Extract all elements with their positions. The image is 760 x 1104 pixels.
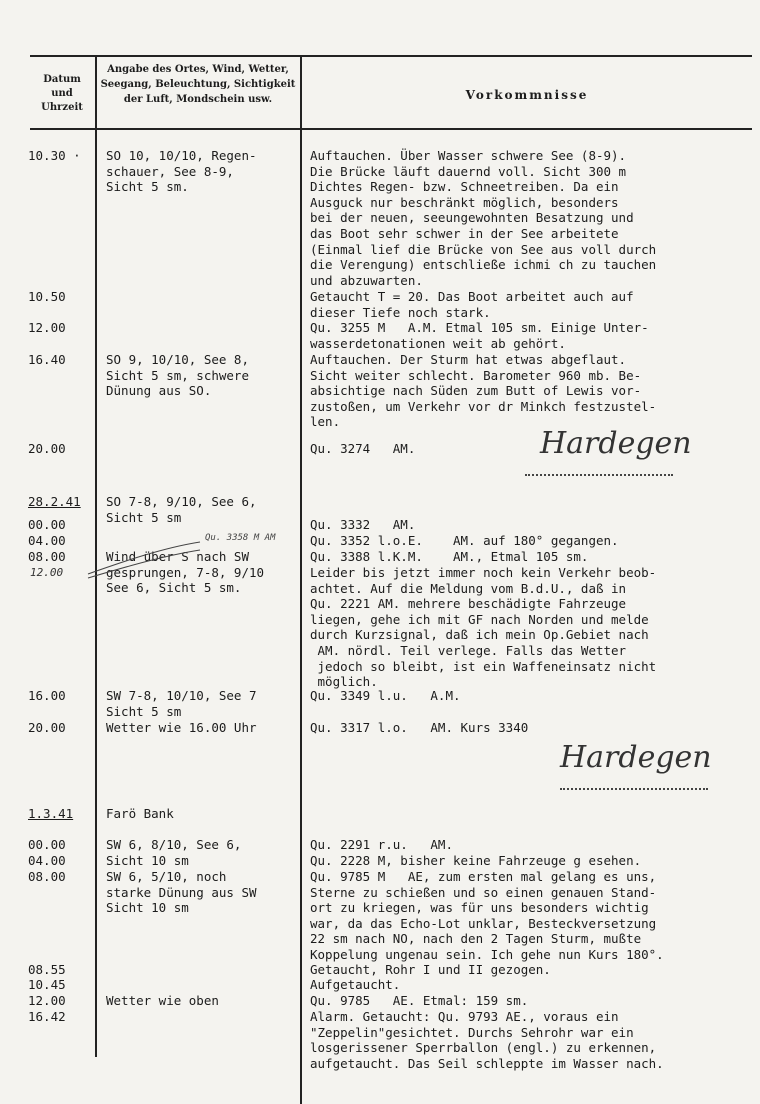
entry-event: Leider bis jetzt immer noch kein Verkehr beob- achtet. Auf die Meldung vom B.d.U., daß in Qu. 2221 AM. mehrere beschädigte Fahrzeuge liegen, gehe ich mit GF nach Norden und melde durch Kurzsignal, daß ich mein Op.Gebiet nach AM. nördl. Teil verlege. Falls das Wetter jedoch so bleibt, ist ein Waffeneinsatz nicht möglich.	[310, 565, 657, 690]
entry-time: 16.00	[28, 688, 66, 703]
entry-time: 10.50	[28, 289, 66, 304]
handwritten-time: 12.00	[30, 566, 64, 579]
entry-time: 12.00	[28, 320, 66, 335]
entry-time: 08.00	[28, 549, 66, 564]
entry-weather: Wetter wie oben	[106, 993, 219, 1008]
entry-time: 04.00	[28, 533, 66, 548]
entry-event: Qu. 3332 AM.	[310, 517, 416, 532]
entry-time: 00.00	[28, 517, 66, 532]
entry-event: Alarm. Getaucht: Qu. 9793 AE., voraus ein "Zeppelin"gesichtet. Durchs Sehrohr war ein losgerissener Sperrballon (engl.) zu erkennen, aufgetaucht. Das Seil schleppte im Wasser nach.	[310, 1009, 664, 1071]
entry-event: Qu. 9785 M AE, zum ersten mal gelang es uns, Sterne zu schießen und so einen genauen Stand- ort zu kriegen, was für uns besonders wichtig war, da das Echo-Lot unklar, Besteckversetzung 22 sm nach NO, nach den 2 Tagen Sturm, mußte Koppelung ungenau sein. Ich gehe nun Kurs 180°.	[310, 869, 664, 962]
signature: Hardegen	[560, 740, 712, 775]
header-place-weather: Angabe des Ortes, Wind, Wetter, Seegang, Beleuchtung, Sichtigkeit der Luft, Mondschein usw.	[100, 64, 296, 105]
entry-weather: Wind über S nach SW gesprungen, 7-8, 9/10 See 6, Sicht 5 sm.	[106, 549, 265, 596]
signature: Hardegen	[540, 426, 692, 461]
entry-event: Getaucht, Rohr I und II gezogen.	[310, 962, 551, 977]
day-date: 1.3.41	[28, 806, 74, 821]
entry-weather: SW 6, 5/10, noch starke Dünung aus SW Sicht 10 sm	[106, 869, 257, 916]
entry-weather: Wetter wie 16.00 Uhr	[106, 720, 257, 735]
pencil-arrow-icon	[82, 540, 202, 580]
entry-weather: SW 7-8, 10/10, See 7 Sicht 5 sm	[106, 688, 257, 719]
column-divider-place	[300, 57, 302, 1104]
entry-event: Qu. 3274 AM.	[310, 441, 416, 456]
entry-event: Qu. 9785 AE. Etmal: 159 sm.	[310, 993, 529, 1008]
entry-event: Aufgetaucht.	[310, 977, 401, 992]
entry-time: 10.30 ·	[28, 148, 81, 163]
entry-event: Qu. 3255 M A.M. Etmal 105 sm. Einige Unter- wasserdetonationen weit ab gehört.	[310, 320, 649, 351]
signature-line	[525, 474, 673, 476]
entry-weather: SW 6, 8/10, See 6,	[106, 837, 242, 852]
entry-weather: Sicht 10 sm	[106, 853, 189, 868]
handwritten-note: Qu. 3358 M AM	[205, 533, 276, 543]
entry-event: Qu. 3349 l.u. A.M.	[310, 688, 461, 703]
entry-event: Qu. 2291 r.u. AM.	[310, 837, 453, 852]
top-rule	[30, 55, 752, 57]
entry-time: 20.00	[28, 441, 66, 456]
entry-weather: SO 9, 10/10, See 8, Sicht 5 sm, schwere Dünung aus SO.	[106, 352, 249, 399]
day-date: 28.2.41	[28, 494, 81, 509]
header-events: Vorkommnisse	[465, 88, 589, 102]
entry-time: 00.00	[28, 837, 66, 852]
entry-weather: SO 7-8, 9/10, See 6, Sicht 5 sm	[106, 494, 257, 525]
entry-weather: SO 10, 10/10, Regen- schauer, See 8-9, Sicht 5 sm.	[106, 148, 257, 195]
entry-event: Auftauchen. Der Sturm hat etwas abgeflaut. Sicht weiter schlecht. Barometer 960 mb. Be- absichtige nach Süden zum Butt of Lewis vor- zustoßen, um Verkehr vor dr Minkch festzustel- len.	[310, 352, 657, 430]
entry-time: 04.00	[28, 853, 66, 868]
entry-event: Getaucht T = 20. Das Boot arbeitet auch auf dieser Tiefe noch stark.	[310, 289, 634, 320]
entry-time: 12.00	[28, 993, 66, 1008]
entry-event: Qu. 3352 l.o.E. AM. auf 180° gegangen.	[310, 533, 619, 548]
entry-time: 08.00	[28, 869, 66, 884]
entry-time: 20.00	[28, 720, 66, 735]
entry-event: Auftauchen. Über Wasser schwere See (8-9). Die Brücke läuft dauernd voll. Sicht 300 m Dichtes Regen- bzw. Schneetreiben. Da ein Ausguck nur beschränkt möglich, besonders bei der neuen, seeungewohnten Besatzung und das Boot sehr schwer in der See arbeitete (Einmal lief die Brücke von See aus voll durch die Verengung) entschließe ichmi ch zu tauchen und abzuwarten.	[310, 148, 657, 288]
entry-time: 16.42	[28, 1009, 66, 1024]
entry-time: 16.40	[28, 352, 66, 367]
header-rule	[30, 128, 752, 130]
header-date-time: Datum und Uhrzeit	[41, 74, 83, 113]
entry-event: Qu. 2228 M, bisher keine Fahrzeuge g esehen.	[310, 853, 642, 868]
signature-line	[560, 788, 708, 790]
entry-time: 10.45	[28, 977, 66, 992]
entry-time: 08.55	[28, 962, 66, 977]
entry-event: Qu. 3317 l.o. AM. Kurs 3340	[310, 720, 529, 735]
entry-event: Qu. 3388 l.K.M. AM., Etmal 105 sm.	[310, 549, 589, 564]
entry-location: Farö Bank	[106, 806, 174, 821]
